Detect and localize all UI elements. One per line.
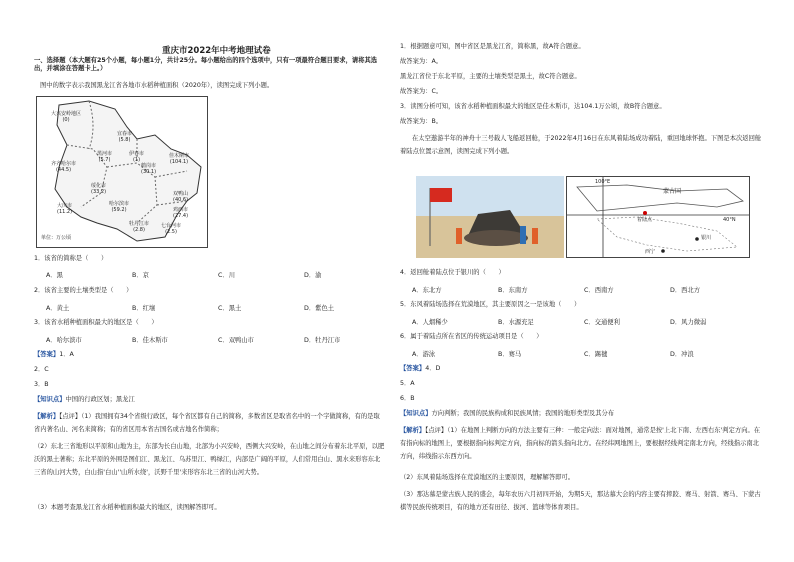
map-label: 佳木斯市 (104.1) <box>169 153 190 165</box>
section-intro: 在太空遨游半年的神舟十三号载人飞船返回舱，于2022年4月16日在东风着陆场成功着陆，重回地球怀抱。下图是本次返回舱着陆点位置示意图，读图完成下列小题。 <box>400 135 762 155</box>
q6-option-a: A．游泳 <box>412 351 436 358</box>
explain-1: 1．根据题意可知，图中省区是黑龙江省，简称黑，故A符合题意。 <box>400 43 585 50</box>
q2-option-c: C．黑土 <box>218 305 242 312</box>
explain-3-answer: 故答案为：B。 <box>400 118 443 125</box>
explain-2-answer: 故答案为：C。 <box>400 88 443 95</box>
answer-line: 【答案】4．D <box>400 365 441 372</box>
q3-option-d: D．牡丹江市 <box>304 337 341 344</box>
answer-2: 2．C <box>34 366 49 373</box>
left-column <box>34 0 386 562</box>
lat-label: 40°N <box>723 217 736 223</box>
answer-6: 6．B <box>400 395 415 402</box>
q3-option-a: A．哈尔滨市 <box>46 337 82 344</box>
q3-option-b: B．佳木斯市 <box>132 337 168 344</box>
q5-option-d: D．风力微弱 <box>670 319 707 326</box>
analysis-p3: （3）那达慕是蒙古族人民的盛会，每年农历六月初四开始，为期5天，那达慕大会的内容主要有摔跤、赛马、射箭、赛马、下蒙古棋等民族传统项目，有的地方还有田径、拔河、篮球等体育项目。 <box>400 491 761 511</box>
xining-label: 西宁 <box>645 249 656 255</box>
question-3-stem: 3．该省水稻种植面积最大的地区是（ ） <box>34 319 158 326</box>
map-label: 宜春市 (5.8) <box>117 131 133 143</box>
heilongjiang-map <box>36 96 208 248</box>
q5-option-c: C．交通便利 <box>584 319 620 326</box>
q4-option-b: B．东南方 <box>498 287 528 294</box>
q6-option-c: C．踢毽 <box>584 351 608 358</box>
map-label: 黑河市 (5.7) <box>97 151 113 163</box>
section-heading: 一、选择题（本大题有25个小题，每小题1分，共计25分。每小题给出的四个选项中，只有一项最符合题目要求，请将其选出，并填涂在答题卡上。） <box>34 57 378 72</box>
q6-option-b: B．赛马 <box>498 351 522 358</box>
q6-option-d: D．冲浪 <box>670 351 694 358</box>
answer-5: 5．A <box>400 380 415 387</box>
q2-option-b: B．红壤 <box>132 305 156 312</box>
question-5-stem: 5．东风着陆场选择在荒漠地区，其主要原因之一是该地（ ） <box>400 301 581 308</box>
explain-3: 3．读图分析可知，该省水稻种植面积最大的地区是佳木斯市，达104.1万公顷，故B符合题意。 <box>400 103 666 110</box>
q4-option-d: D．西北方 <box>670 287 701 294</box>
question-6-stem: 6．属于着陆点所在省区的传统运动项目是（ ） <box>400 333 543 340</box>
intro-text: 图中的数字表示我国黑龙江省各地市水稻种植面积（2020年），读图完成下列小题。 <box>40 82 274 89</box>
analysis-p2: （2）东北三省地形以平原和山地为主，东部为长白山地，北部为小兴安岭，西侧大兴安岭，在山地之间分布着东北平原，以肥沃的黑土著称；东北平原的外围是图们江、黑龙江、乌苏里江、鸭绿江，内部是广阔的平原，人们常用白山、黑水来形容东北三省的山河大势，白山指'白山''山所水绕'，沃野千里'来形容东北三省的山河大势。 <box>34 443 385 476</box>
map-label: 大兴安岭地区 (0) <box>51 111 82 123</box>
analysis-p2: （2）东风着陆场选择在荒漠地区的主要原因，理解解答即可。 <box>400 474 575 481</box>
lon-label: 100°E <box>595 179 611 185</box>
country-label: 蒙古国 <box>663 188 682 195</box>
analysis-p3: （3）本题考查黑龙江省水稻种植面积最大的地区，读图解答即可。 <box>34 504 221 511</box>
question-4-stem: 4．返回舱着陆点位于银川的（ ） <box>400 269 505 276</box>
q3-option-c: C．双鸭山市 <box>218 337 254 344</box>
q1-option-d: D．渝 <box>304 272 322 279</box>
q1-option-c: C．川 <box>218 272 235 279</box>
q1-option-b: B．京 <box>132 272 149 279</box>
exam-title: 重庆市2022年中考地理试卷 <box>162 46 271 56</box>
map-label: 齐齐哈尔市 (44.5) <box>51 161 77 173</box>
question-2-stem: 2．该省主要的土壤类型是（ ） <box>34 287 133 294</box>
answer-3: 3．B <box>34 381 49 388</box>
map-legend-unit: 单位：万公顷 <box>41 235 72 241</box>
yinchuan-label: 银川 <box>701 235 712 241</box>
landing-point-label: 着陆点 <box>637 217 653 223</box>
map-label: 哈尔滨市 (59.2) <box>109 201 130 213</box>
q5-option-a: A．人烟稀少 <box>412 319 448 326</box>
capsule-photo <box>416 176 564 258</box>
map-label: 双鸭山 (40.6) <box>173 191 189 203</box>
right-column <box>400 0 764 562</box>
q5-option-b: B．水源充足 <box>498 319 534 326</box>
map-label: 鹤岗市 (30.1) <box>141 163 157 175</box>
knowledge-line: 【知识点】中国的行政区划；黑龙江 <box>34 396 135 403</box>
capsule-photo-illustration <box>416 176 564 258</box>
q4-option-c: C．西南方 <box>584 287 614 294</box>
map-label: 七台河市 (2.5) <box>161 223 182 235</box>
map-label: 牡丹江市 (2.8) <box>129 221 150 233</box>
landing-location-map <box>566 176 750 258</box>
map-label: 绥化市 (33.2) <box>91 183 107 195</box>
q1-option-a: A．黑 <box>46 272 63 279</box>
explain-1-answer: 故答案为：A。 <box>400 58 443 65</box>
q2-option-d: D．紫色土 <box>304 305 335 312</box>
explain-2: 黑龙江省位于东北平原，主要的土壤类型是黑土，故C符合题意。 <box>400 73 581 80</box>
knowledge-line: 【知识点】方向判断；我国的民族构成和民族风情；我国的地形类型及其分布 <box>400 410 615 417</box>
analysis-p1: 【解析】【点评】（1）我国拥有34个省级行政区，每个省区都有自己的简称，多数省区是取省名中的一个字做简称，有的是取省内著名山、河名来简称；有的省区用本省古国名或古地名作简称； <box>34 413 380 433</box>
q4-option-a: A．东北方 <box>412 287 442 294</box>
q2-option-a: A．黄土 <box>46 305 70 312</box>
question-1-stem: 1．该省的简称是（ ） <box>34 255 108 262</box>
analysis-p1: 【解析】【点评】（1）在地图上判断方向的方法主要有三种：一般定向法：面对地图，通常是按'上北下南、左西右东'判定方向。在有指向标的地图上，要根据指向标判定方向，指向标的箭头指向北方。在经纬网地图上，要根据经线判定南北方向，经线指示南北方向，纬线指示东西方向。 <box>400 427 761 460</box>
map-label: 大庆市 (11.2) <box>57 203 73 215</box>
map-label: 伊春市 (1) <box>129 151 145 163</box>
map-label: 鸡西市 (27.4) <box>173 207 189 219</box>
answer-line: 【答案】1．A <box>34 351 74 358</box>
